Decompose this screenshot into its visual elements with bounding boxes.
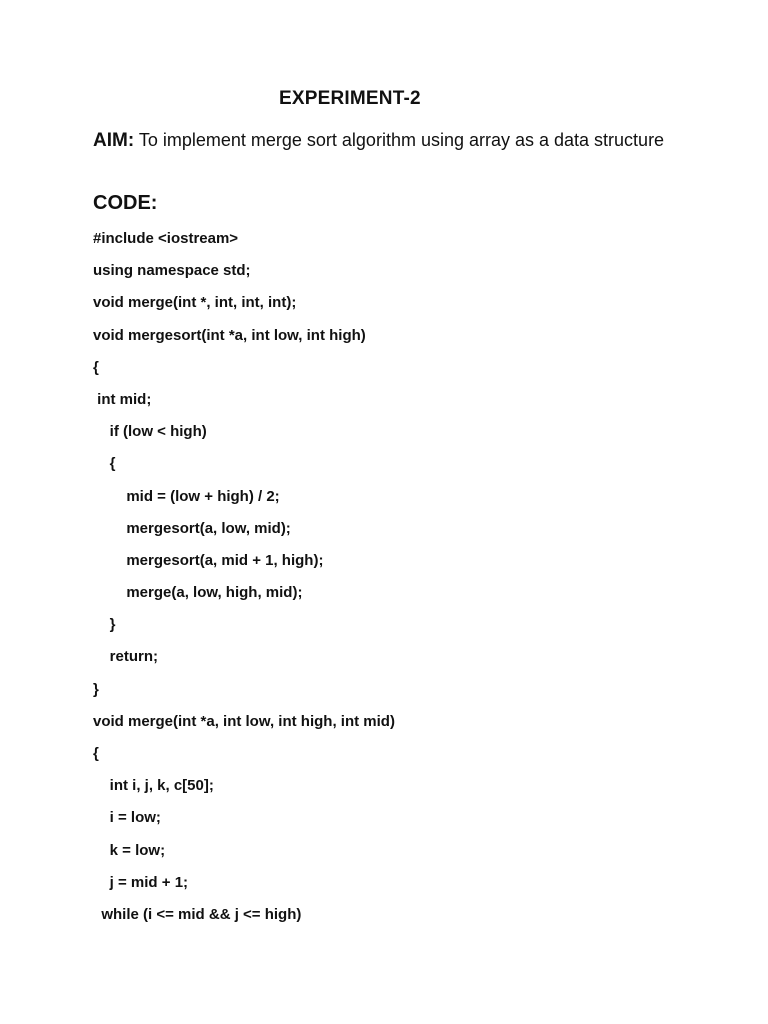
code-line: { xyxy=(93,358,99,376)
code-line: using namespace std; xyxy=(93,262,251,280)
code-line: return; xyxy=(93,648,159,666)
code-line: int i, j, k, c[50]; xyxy=(93,777,214,795)
code-line: if (low < high) xyxy=(93,423,207,441)
experiment-title: EXPERIMENT-2 xyxy=(279,88,421,109)
code-line: while (i <= mid && j <= high) xyxy=(93,905,302,923)
code-line: void merge(int *a, int low, int high, int mid) xyxy=(93,712,395,730)
code-heading: CODE: xyxy=(93,192,158,214)
code-line: mid = (low + high) / 2; xyxy=(93,487,280,505)
code-line: mergesort(a, mid + 1, high); xyxy=(93,551,324,569)
code-line: void mergesort(int *a, int low, int high) xyxy=(93,326,366,344)
code-line: mergesort(a, low, mid); xyxy=(93,519,291,537)
code-line: } xyxy=(93,616,116,634)
aim-label: AIM: xyxy=(93,130,135,151)
aim-text: To implement merge sort algorithm using array as a data structure xyxy=(138,130,665,150)
code-line: j = mid + 1; xyxy=(93,873,189,891)
code-line: void merge(int *, int, int, int); xyxy=(93,294,297,312)
code-line: { xyxy=(93,745,99,762)
code-line: merge(a, low, high, mid); xyxy=(93,584,303,602)
code-line: int mid; xyxy=(93,390,152,408)
code-line: #include <iostream> xyxy=(93,230,239,247)
code-line: k = low; xyxy=(93,841,166,859)
code-line: } xyxy=(93,680,99,698)
code-line: { xyxy=(93,455,116,473)
code-line: i = low; xyxy=(93,809,161,827)
aim-paragraph xyxy=(93,127,673,154)
code-listing xyxy=(93,227,395,935)
